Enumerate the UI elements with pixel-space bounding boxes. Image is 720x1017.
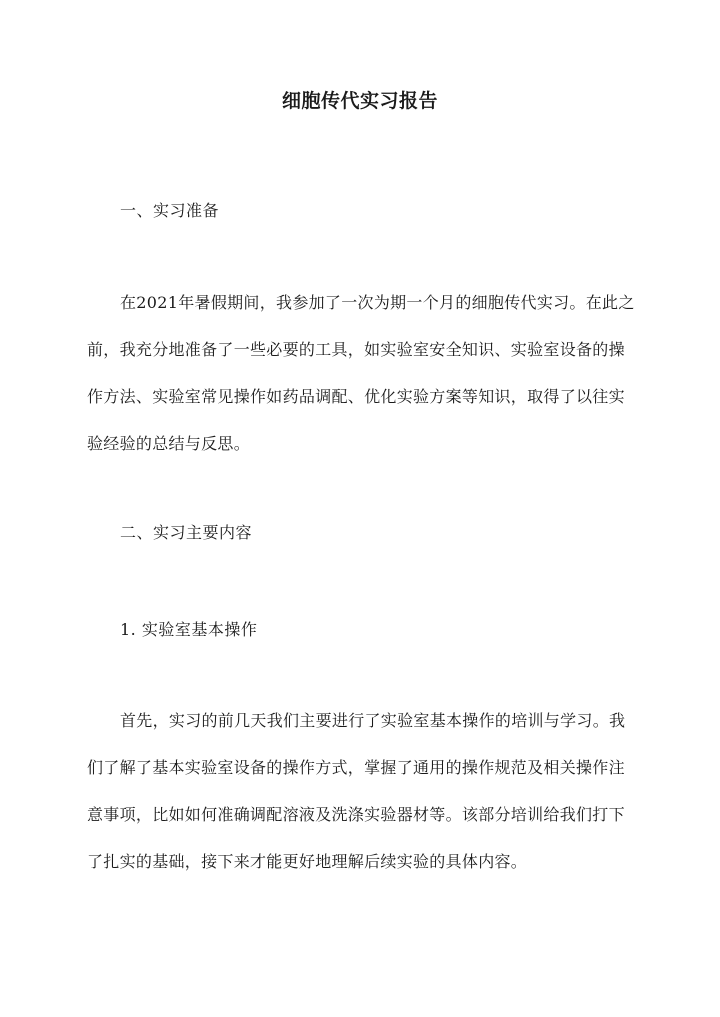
- paragraph-lab-basics: 首先，实习的前几天我们主要进行了实验室基本操作的培训与学习。我们了解了基本实验室设备的操作方式，掌握了通用的操作规范及相关操作注意事项，比如如何准确调配溶液及洗涤实验器材等。该部分培训给我们打下了扎实的基础，接下来才能更好地理解后续实验的具体内容。: [87, 711, 626, 871]
- document-title: 细胞传代实习报告: [281, 90, 438, 112]
- paragraph-preparation: 在2021年暑假期间，我参加了一次为期一个月的细胞传代实习。在此之前，我充分地准备了一些必要的工具，如实验室安全知识、实验室设备的操作方法、实验室常见操作如药品调配、优化实验方案等知识，取得了以往实验经验的总结与反思。: [87, 293, 635, 453]
- subsection-heading-lab-basics: 1. 实验室基本操作: [120, 620, 258, 639]
- section-heading-preparation: 一、实习准备: [120, 201, 220, 220]
- section-heading-main-content: 二、实习主要内容: [120, 523, 253, 542]
